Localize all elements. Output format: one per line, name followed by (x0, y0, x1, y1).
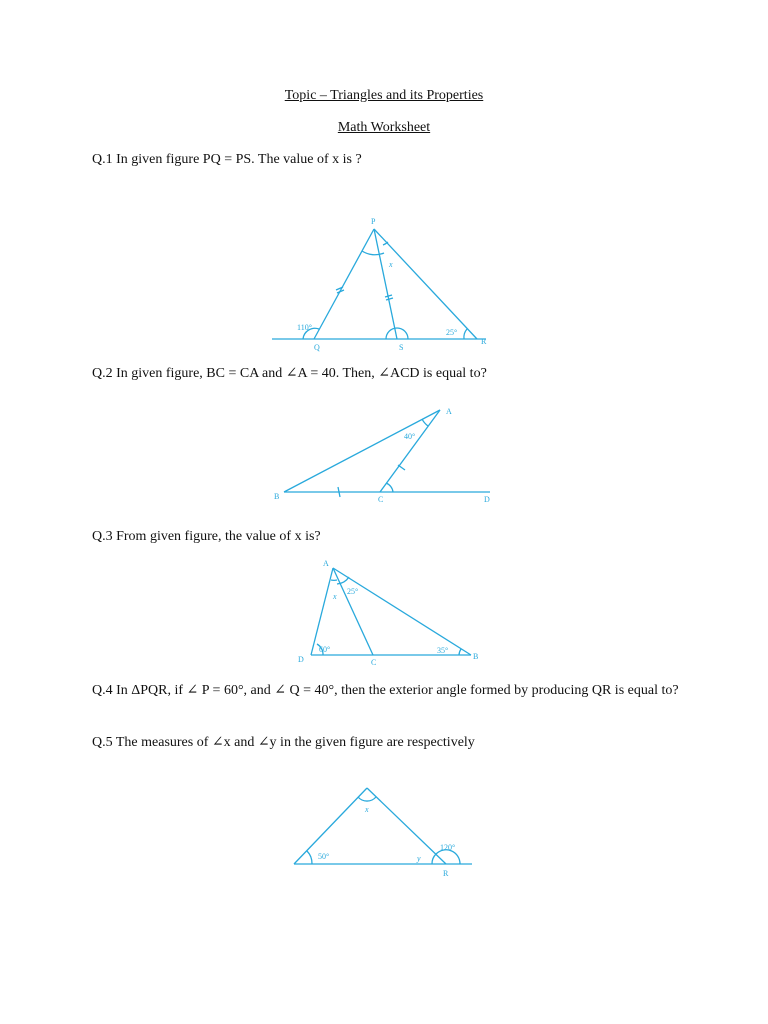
angle-mark-x (358, 797, 376, 801)
label-s: S (399, 343, 404, 352)
label-p: P (371, 217, 376, 226)
label-c: C (378, 495, 384, 504)
figure-q3 (295, 558, 485, 668)
angle-mark-y (432, 854, 436, 864)
label-a: A (323, 559, 329, 568)
label-angle-exterior: 120° (440, 843, 456, 852)
question-5: Q.5 The measures of ∠x and ∠y in the given figure are respectively (92, 735, 475, 750)
side-ad (311, 568, 333, 655)
label-angle-a: 40° (404, 432, 416, 441)
question-3: Q.3 From given figure, the value of x is? (92, 529, 321, 544)
angle-mark-left (307, 851, 312, 864)
angle-mark-b (459, 649, 461, 655)
label-x: x (389, 260, 393, 269)
label-angle-q: 110° (297, 323, 312, 332)
label-d: D (484, 495, 490, 504)
segment-ps (374, 229, 397, 339)
right-side (367, 788, 446, 864)
side-ba (284, 410, 440, 492)
label-angle-d: 60° (319, 645, 331, 654)
label-x: x (365, 805, 369, 814)
angle-mark-p (362, 251, 384, 255)
label-y: y (417, 854, 421, 863)
label-x: x (333, 592, 337, 601)
left-side (294, 788, 367, 864)
question-2: Q.2 In given figure, BC = CA and ∠A = 40. Then, ∠ACD is equal to? (92, 366, 487, 381)
angle-mark-r (464, 329, 467, 339)
question-1: Q.1 In given figure PQ = PS. The value of x is ? (92, 152, 362, 167)
figure-q2 (270, 404, 500, 514)
label-angle-b: 35° (437, 646, 449, 655)
tick-ps-2 (386, 298, 393, 300)
worksheet-subtitle: Math Worksheet (337, 120, 431, 135)
worksheet-topic: Topic – Triangles and its Properties (284, 88, 484, 103)
label-angle-left: 50° (318, 852, 330, 861)
side-ac (380, 410, 440, 492)
label-angle-r: 25° (446, 328, 458, 337)
label-angle-a: 25° (347, 587, 359, 596)
label-a: A (446, 407, 452, 416)
label-q: Q (314, 343, 320, 352)
tick-ca (398, 465, 405, 470)
label-c: C (371, 658, 377, 667)
angle-mark-a (422, 419, 428, 426)
side-pr (374, 229, 477, 339)
question-4: Q.4 In ΔPQR, if ∠ P = 60°, and ∠ Q = 40°, then the exterior angle formed by producing QR is equal to? (92, 683, 679, 698)
label-d: D (298, 655, 304, 664)
label-r: R (481, 337, 487, 346)
figure-q5 (290, 784, 480, 879)
angle-mark-acd (386, 483, 393, 492)
side-pq (314, 229, 374, 339)
label-b: B (473, 652, 479, 661)
label-r: R (443, 869, 449, 878)
figure-q1 (270, 215, 500, 350)
label-b: B (274, 492, 280, 501)
